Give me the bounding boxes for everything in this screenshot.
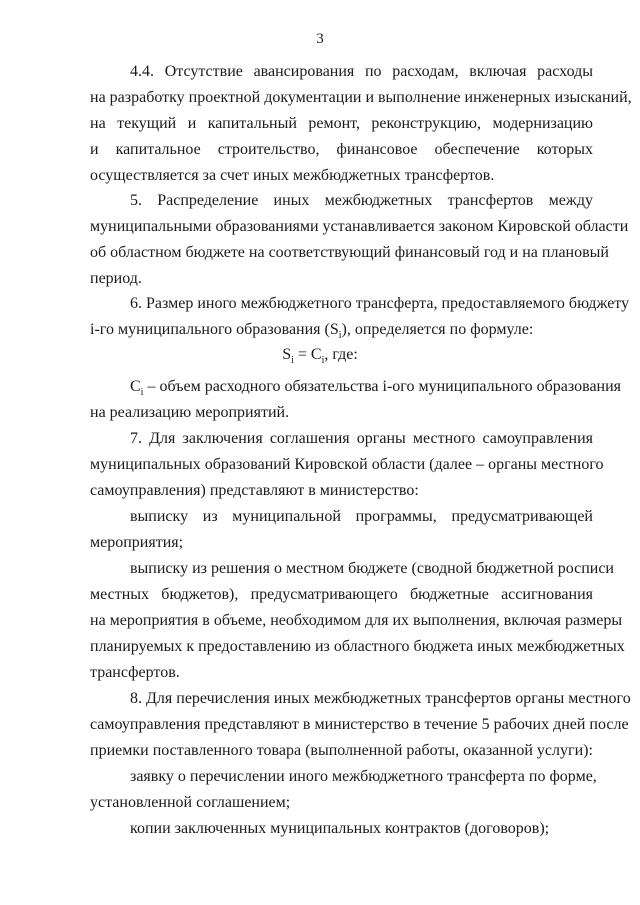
text-line: мероприятия; [90, 534, 184, 551]
text-line: местных бюджетов), предусматривающего бюджетные ассигнования [90, 586, 593, 603]
text-line: 7. Для заключения соглашения органы местного самоуправления [130, 430, 593, 447]
text-line: 8. Для перечисления иных межбюджетных трансфертов органы местного [130, 690, 631, 707]
text-line: 5. Распределение иных межбюджетных трансфертов между [130, 192, 593, 209]
text-line: самоуправления представляют в министерство в течение 5 рабочих дней после [90, 716, 629, 733]
text-line: копии заключенных муниципальных контрактов (договоров); [130, 820, 550, 837]
text-line: $S_i = C_i$, где: [282, 346, 358, 367]
text-line: 4.4. Отсутствие авансирования по расходам, включая расходы [130, 63, 593, 80]
text-line: на реализацию мероприятий. [90, 404, 290, 421]
text-line: трансфертов. [90, 664, 180, 681]
text-line: i-го муниципального образования $(S_i)$, определяется по формуле: [90, 321, 534, 342]
text-line: муниципальных образований Кировской области (далее – органы местного [90, 456, 604, 473]
text-line: муниципальными образованиями устанавливается законом Кировской области [90, 218, 629, 235]
text-line: на мероприятия в объеме, необходимом для их выполнения, включая размеры [90, 612, 623, 629]
text-line: приемки поставленного товара (выполненной работы, оказанной услуги): [90, 742, 593, 759]
text-line: установленной соглашением; [90, 794, 291, 811]
text-line: 6. Размер иного межбюджетного трансферта, предоставляемого бюджету [130, 295, 630, 312]
text-line: период. [90, 270, 142, 287]
text-line: $C_i$ – объем расходного обязательства i-ого муниципального образования [130, 378, 622, 399]
text-line: выписку из муниципальной программы, предусматривающей [130, 508, 593, 525]
text-line: на текущий и капитальный ремонт, реконструкцию, модернизацию [90, 115, 593, 132]
text-line: об областном бюджете на соответствующий финансовый год и на плановый [90, 244, 609, 261]
page-number: 3 [316, 31, 324, 47]
text-line: выписку из решения о местном бюджете (сводной бюджетной росписи [130, 560, 614, 577]
text-line: осуществляется за счет иных межбюджетных трансфертов. [90, 167, 495, 184]
text-line: самоуправления) представляют в министерство: [90, 482, 419, 499]
text-line: планируемых к предоставлению из областного бюджета иных межбюджетных [90, 638, 625, 655]
text-line: заявку о перечислении иного межбюджетного трансферта по форме, [130, 768, 597, 785]
text-line: и капитальное строительство, финансовое обеспечение которых [90, 141, 593, 158]
text-line: на разработку проектной документации и выполнение инженерных изысканий, [90, 89, 632, 106]
